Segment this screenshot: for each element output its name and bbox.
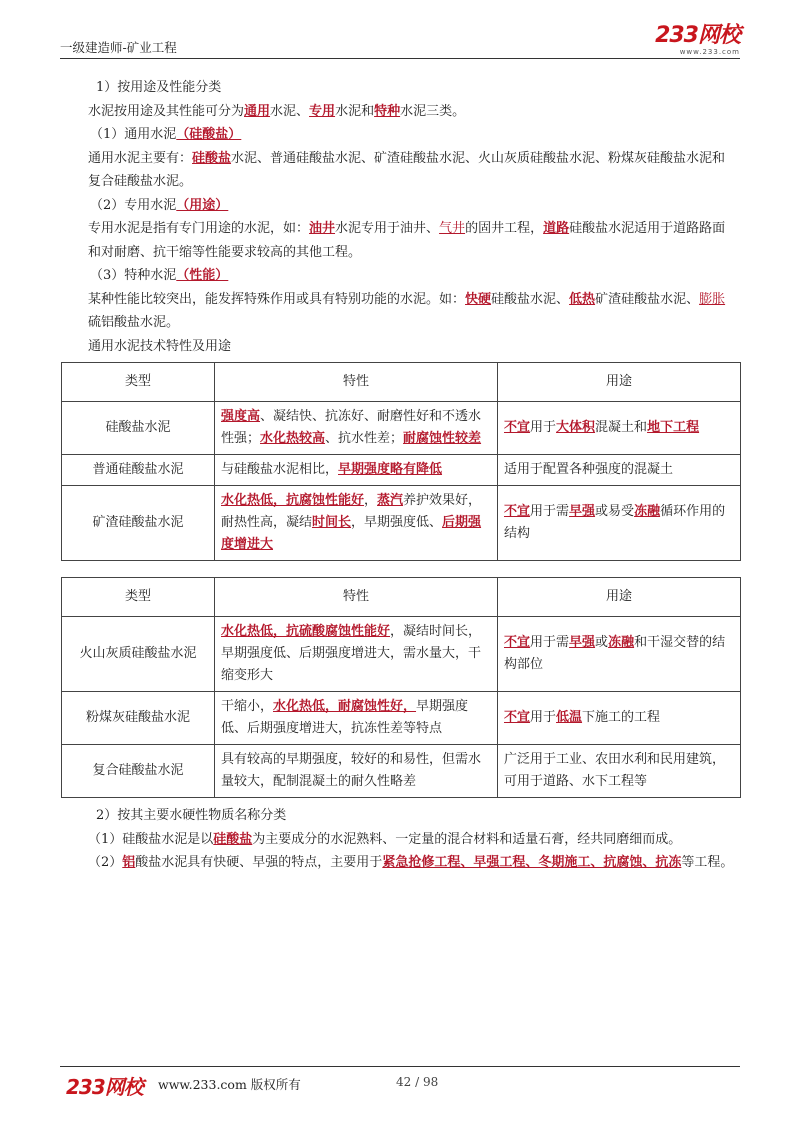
section-1-2-heading: [88, 194, 738, 218]
table-header-row: [62, 363, 741, 402]
text-run: 用于需: [530, 635, 570, 650]
highlight: 早强: [569, 504, 596, 519]
highlight: 冻融: [634, 504, 661, 519]
text-run: 下施工的工程: [582, 710, 661, 725]
header-usage: 用途: [498, 363, 741, 402]
text-run: 与硅酸盐水泥相比，: [221, 462, 339, 477]
section-1-1-text: [88, 147, 738, 194]
section-2-1-text: [88, 828, 738, 852]
cell-usage: [498, 617, 741, 692]
cement-table-2: [61, 577, 741, 798]
text-run: 等工程。: [681, 855, 734, 870]
text-run: 早期强度低、后期强度增进大，抗冻性差等特点: [221, 699, 469, 736]
highlight: 快硬: [465, 291, 492, 307]
cell-type: 矿渣硅酸盐水泥: [62, 486, 215, 561]
text-run: 水泥按用途及其性能可分为: [88, 103, 245, 119]
table-header-row: [62, 578, 741, 617]
highlight: 后期强度增进大: [221, 515, 482, 552]
text-run: 硫铝酸盐水泥。: [88, 315, 180, 330]
highlight: 早期强度略有降低: [338, 462, 443, 477]
cell-type: 火山灰质硅酸盐水泥: [62, 617, 215, 692]
header-usage: 用途: [498, 578, 741, 617]
cell-type: 复合硅酸盐水泥: [62, 745, 215, 798]
text-run: （1）硅酸盐水泥是以: [88, 831, 214, 847]
text-run: 水泥三类。: [400, 103, 466, 119]
cell-property: [215, 486, 498, 561]
page-number: 42 / 98: [396, 1075, 439, 1089]
highlight: 膨胀: [699, 291, 726, 307]
text-run: ，凝结时间长，早期强度低、后期强度增进大，需水量大，干缩变形大: [221, 624, 482, 683]
document-body: [79, 76, 738, 875]
text-run: 硅酸盐水泥适用于道路路面和对耐磨、抗干缩等性能要求较高的其他工程。: [88, 221, 726, 260]
highlight: 耐腐蚀性较差: [403, 431, 482, 446]
text-run: 硅酸盐水泥、: [491, 291, 570, 307]
highlight: 水化热低，抗硫酸腐蚀性能好: [221, 624, 391, 639]
cell-type: 普通硅酸盐水泥: [62, 455, 215, 486]
highlight: 硅酸盐: [213, 831, 253, 847]
table-row: [62, 455, 741, 486]
text-run: 专用水泥是指有专门用途的水泥，如：: [88, 221, 310, 236]
text-run: 、抗水性差；: [325, 431, 404, 446]
text-run: 水泥、: [270, 103, 310, 119]
text-run: 用于需: [530, 504, 570, 519]
highlight: 时间长: [312, 515, 352, 530]
cement-table-1: [61, 362, 741, 561]
highlight: 不宜: [504, 635, 531, 650]
text-run: 或: [595, 635, 609, 650]
footer-logo[interactable]: 233网校: [66, 1075, 143, 1099]
table-row: [62, 692, 741, 745]
section-1-intro: [88, 100, 738, 124]
text-run: 用于: [530, 420, 557, 435]
highlight: 不宜: [504, 710, 531, 725]
header-property: 特性: [215, 578, 498, 617]
table-row: [62, 745, 741, 798]
section-1-heading: 1）按用途及性能分类: [96, 80, 222, 95]
section-2-2-text: [88, 851, 738, 875]
text-run: 酸盐水泥具有快硬、早强的特点，主要用于: [135, 855, 383, 870]
text-run: 水泥专用于油井、: [335, 221, 440, 236]
highlight: 不宜: [504, 504, 531, 519]
highlight: 道路: [543, 221, 570, 236]
highlight: 蒸汽: [377, 493, 404, 508]
text-run: 循环作用的结构: [504, 504, 726, 541]
highlight: 低温: [556, 710, 583, 725]
cell-usage: 适用于配置各种强度的混凝土: [498, 455, 741, 486]
highlight: 水化热低，抗腐蚀性能好: [221, 493, 365, 508]
highlight: 紧急抢修工程、早强工程、冬期施工、抗腐蚀、抗冻: [382, 855, 682, 870]
text-run: 水泥和: [335, 103, 375, 119]
highlight: （硅酸盐）: [176, 127, 242, 142]
highlight: 特种: [374, 103, 401, 119]
text-run: 或易受: [595, 504, 635, 519]
cell-property: [215, 402, 498, 455]
footer-copyright: www.233.com 版权所有: [158, 1077, 301, 1092]
text-run: 干缩小，: [221, 699, 274, 714]
logo-text: 233网校: [655, 23, 740, 48]
section-1-3-heading: [88, 264, 738, 288]
cell-property: 具有较高的早期强度，较好的和易性，但需水量较大，配制混凝土的耐久性略差: [215, 745, 498, 798]
highlight: 油井: [309, 221, 336, 236]
cell-usage: 广泛用于工业、农田水利和民用建筑，可用于道路、水下工程等: [498, 745, 741, 798]
brand-logo[interactable]: [655, 24, 740, 56]
text-run: 通用水泥主要有：: [88, 150, 193, 166]
text-run: 混凝土和: [595, 420, 648, 435]
header-type: 类型: [62, 578, 215, 617]
highlight: 通用: [244, 103, 271, 119]
table-row: [62, 402, 741, 455]
text-run: （2）专用水泥: [90, 197, 177, 213]
cell-usage: [498, 692, 741, 745]
logo-url: www.233.com: [679, 48, 740, 56]
highlight: 气井: [439, 221, 466, 236]
section-1-3-text: [88, 288, 738, 335]
text-run: ，: [364, 493, 378, 508]
table-caption: 通用水泥技术特性及用途: [88, 338, 232, 354]
highlight: 大体积: [556, 420, 596, 435]
text-run: （3）特种水泥: [90, 268, 177, 283]
cell-property: [215, 692, 498, 745]
cell-usage: [498, 486, 741, 561]
table-row: [62, 617, 741, 692]
highlight: 水化热低，耐腐蚀性好，: [273, 699, 417, 714]
cell-type: 硅酸盐水泥: [62, 402, 215, 455]
text-run: （1）通用水泥: [90, 127, 177, 142]
text-run: 某种性能比较突出，能发挥特殊作用或具有特别功能的水泥。如：: [88, 291, 466, 307]
highlight: 强度高: [221, 409, 261, 424]
text-run: 、凝结快、抗冻好、耐磨性好和不透水性强；: [221, 409, 482, 446]
highlight: 低热: [569, 291, 596, 307]
table-row: [62, 486, 741, 561]
section-1-2-text: [88, 217, 738, 264]
highlight: 水化热较高: [260, 431, 326, 446]
cell-type: 粉煤灰硅酸盐水泥: [62, 692, 215, 745]
text-run: （2）: [88, 855, 123, 870]
cell-property: [215, 455, 498, 486]
text-run: 用于: [530, 710, 557, 725]
cell-usage: [498, 402, 741, 455]
highlight: 专用: [309, 103, 336, 119]
text-run: ，早期强度低、: [351, 515, 443, 530]
page-header: [60, 22, 740, 59]
highlight: （用途）: [176, 197, 229, 213]
highlight: 地下工程: [647, 420, 700, 435]
cell-property: [215, 617, 498, 692]
text-run: 水泥、普通硅酸盐水泥、矿渣硅酸盐水泥、火山灰质硅酸盐水泥、粉煤灰硅酸盐水泥和复合硅酸盐水泥。: [88, 150, 726, 189]
header-type: 类型: [62, 363, 215, 402]
section-1-1-heading: [88, 123, 738, 147]
highlight: 冻融: [608, 635, 635, 650]
header-property: 特性: [215, 363, 498, 402]
text-run: 和干湿交替的结构部位: [504, 635, 726, 672]
highlight: 铝: [122, 855, 136, 870]
page-footer: [60, 1066, 740, 1107]
highlight: 早强: [569, 635, 596, 650]
highlight: 硅酸盐: [192, 150, 232, 166]
text-run: 为主要成分的水泥熟料、一定量的混合材料和适量石膏，经共同磨细而成。: [252, 831, 682, 847]
highlight: 不宜: [504, 420, 531, 435]
text-run: 的固井工程，: [465, 221, 544, 236]
text-run: 矿渣硅酸盐水泥、: [595, 291, 700, 307]
header-title: 一级建造师-矿业工程: [60, 40, 177, 55]
section-2-heading: 2）按其主要水硬性物质名称分类: [96, 808, 287, 823]
highlight: （性能）: [176, 268, 229, 283]
text-run: 养护效果好，耐热性高，凝结: [221, 493, 482, 530]
